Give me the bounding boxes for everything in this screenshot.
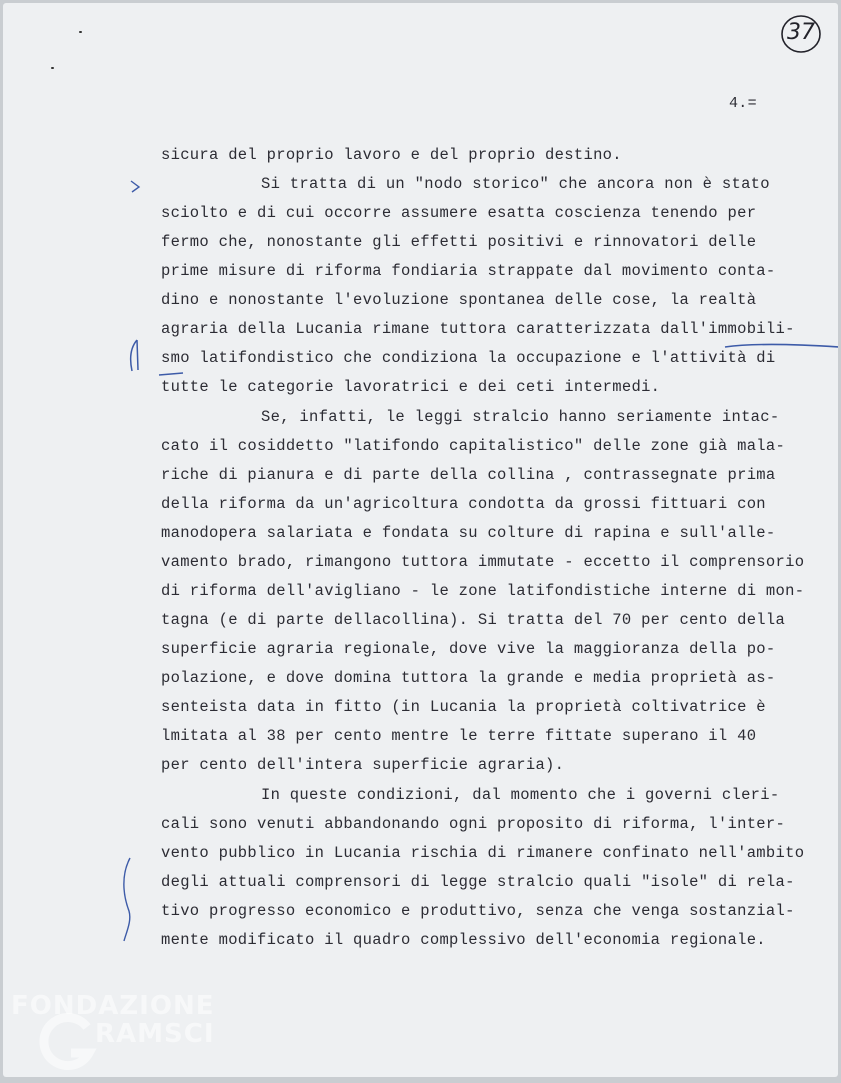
text-line: vamento brado, rimangono tuttora immutate - eccetto il comprensorio bbox=[161, 553, 805, 571]
text-line: senteista data in fitto (in Lucania la proprietà coltivatrice è bbox=[161, 698, 766, 716]
text-line: sciolto e di cui occorre assumere esatta coscienza tenendo per bbox=[161, 204, 757, 222]
text-line: tivo progresso economico e produttivo, senza che venga sostanzial- bbox=[161, 902, 795, 920]
text-line: dino e nonostante l'evoluzione spontanea delle cose, la realtà bbox=[161, 291, 757, 309]
paper-speck bbox=[79, 31, 82, 33]
text-line: tutte le categorie lavoratrici e dei ceti intermedi. bbox=[161, 378, 661, 396]
paper-speck bbox=[51, 67, 54, 69]
text-line: per cento dell'intera superficie agraria). bbox=[161, 756, 565, 774]
watermark-g-logo bbox=[37, 1013, 97, 1073]
text-line: Se, infatti, le leggi stralcio hanno seriamente intac- bbox=[261, 408, 780, 426]
text-line: superficie agraria regionale, dove vive la maggioranza della po- bbox=[161, 640, 776, 658]
text-line: della riforma da un'agricoltura condotta da grossi fittuari con bbox=[161, 495, 766, 513]
margin-arrow-icon bbox=[129, 179, 143, 195]
text-line: cato il cosiddetto "latifondo capitalistico" delle zone già mala- bbox=[161, 437, 786, 455]
page-number: 4.= bbox=[729, 95, 757, 112]
archive-watermark bbox=[7, 991, 227, 1075]
text-line: agraria della Lucania rimane tuttora caratterizzata dall'immobili- bbox=[161, 320, 795, 338]
text-line: prime misure di riforma fondiaria strappate dal movimento conta- bbox=[161, 262, 776, 280]
text-line: manodopera salariata e fondata su colture di rapina e sull'alle- bbox=[161, 524, 776, 542]
text-line: fermo che, nonostante gli effetti positivi e rinnovatori delle bbox=[161, 233, 757, 251]
archive-number-text: 37 bbox=[787, 20, 815, 45]
text-line: vento pubblico in Lucania rischia di rimanere confinato nell'ambito bbox=[161, 844, 805, 862]
text-line: smo latifondistico che condiziona la occupazione e l'attività di bbox=[161, 349, 776, 367]
document-page bbox=[3, 3, 838, 1077]
margin-mark-icon bbox=[123, 337, 145, 375]
text-line: polazione, e dove domina tuttora la grande e media proprietà as- bbox=[161, 669, 776, 687]
text-line: degli attuali comprensori di legge stralcio quali "isole" di rela- bbox=[161, 873, 795, 891]
text-line: riche di pianura e di parte della collina , contrassegnate prima bbox=[161, 466, 776, 484]
underline-mark-icon bbox=[723, 341, 838, 353]
archive-page-number bbox=[779, 13, 823, 55]
text-line: mente modificato il quadro complessivo dell'economia regionale. bbox=[161, 931, 766, 949]
margin-bracket-icon bbox=[117, 855, 137, 945]
text-line: tagna (e di parte dellacollina). Si tratta del 70 per cento della bbox=[161, 611, 786, 629]
underline-mark-icon bbox=[157, 369, 187, 379]
text-line: Si tratta di un "nodo storico" che ancora non è stato bbox=[261, 175, 770, 193]
text-line: In queste condizioni, dal momento che i governi cleri- bbox=[261, 786, 780, 804]
text-line: di riforma dell'avigliano - le zone latifondistiche interne di mon- bbox=[161, 582, 805, 600]
text-line: lmitata al 38 per cento mentre le terre fittate superano il 40 bbox=[161, 727, 757, 745]
text-line: sicura del proprio lavoro e del proprio destino. bbox=[161, 146, 622, 164]
watermark-line2: RAMSCI bbox=[95, 1019, 215, 1049]
text-line: cali sono venuti abbandonando ogni proposito di riforma, l'inter- bbox=[161, 815, 786, 833]
watermark-line1: FONDAZIONE bbox=[11, 991, 215, 1021]
